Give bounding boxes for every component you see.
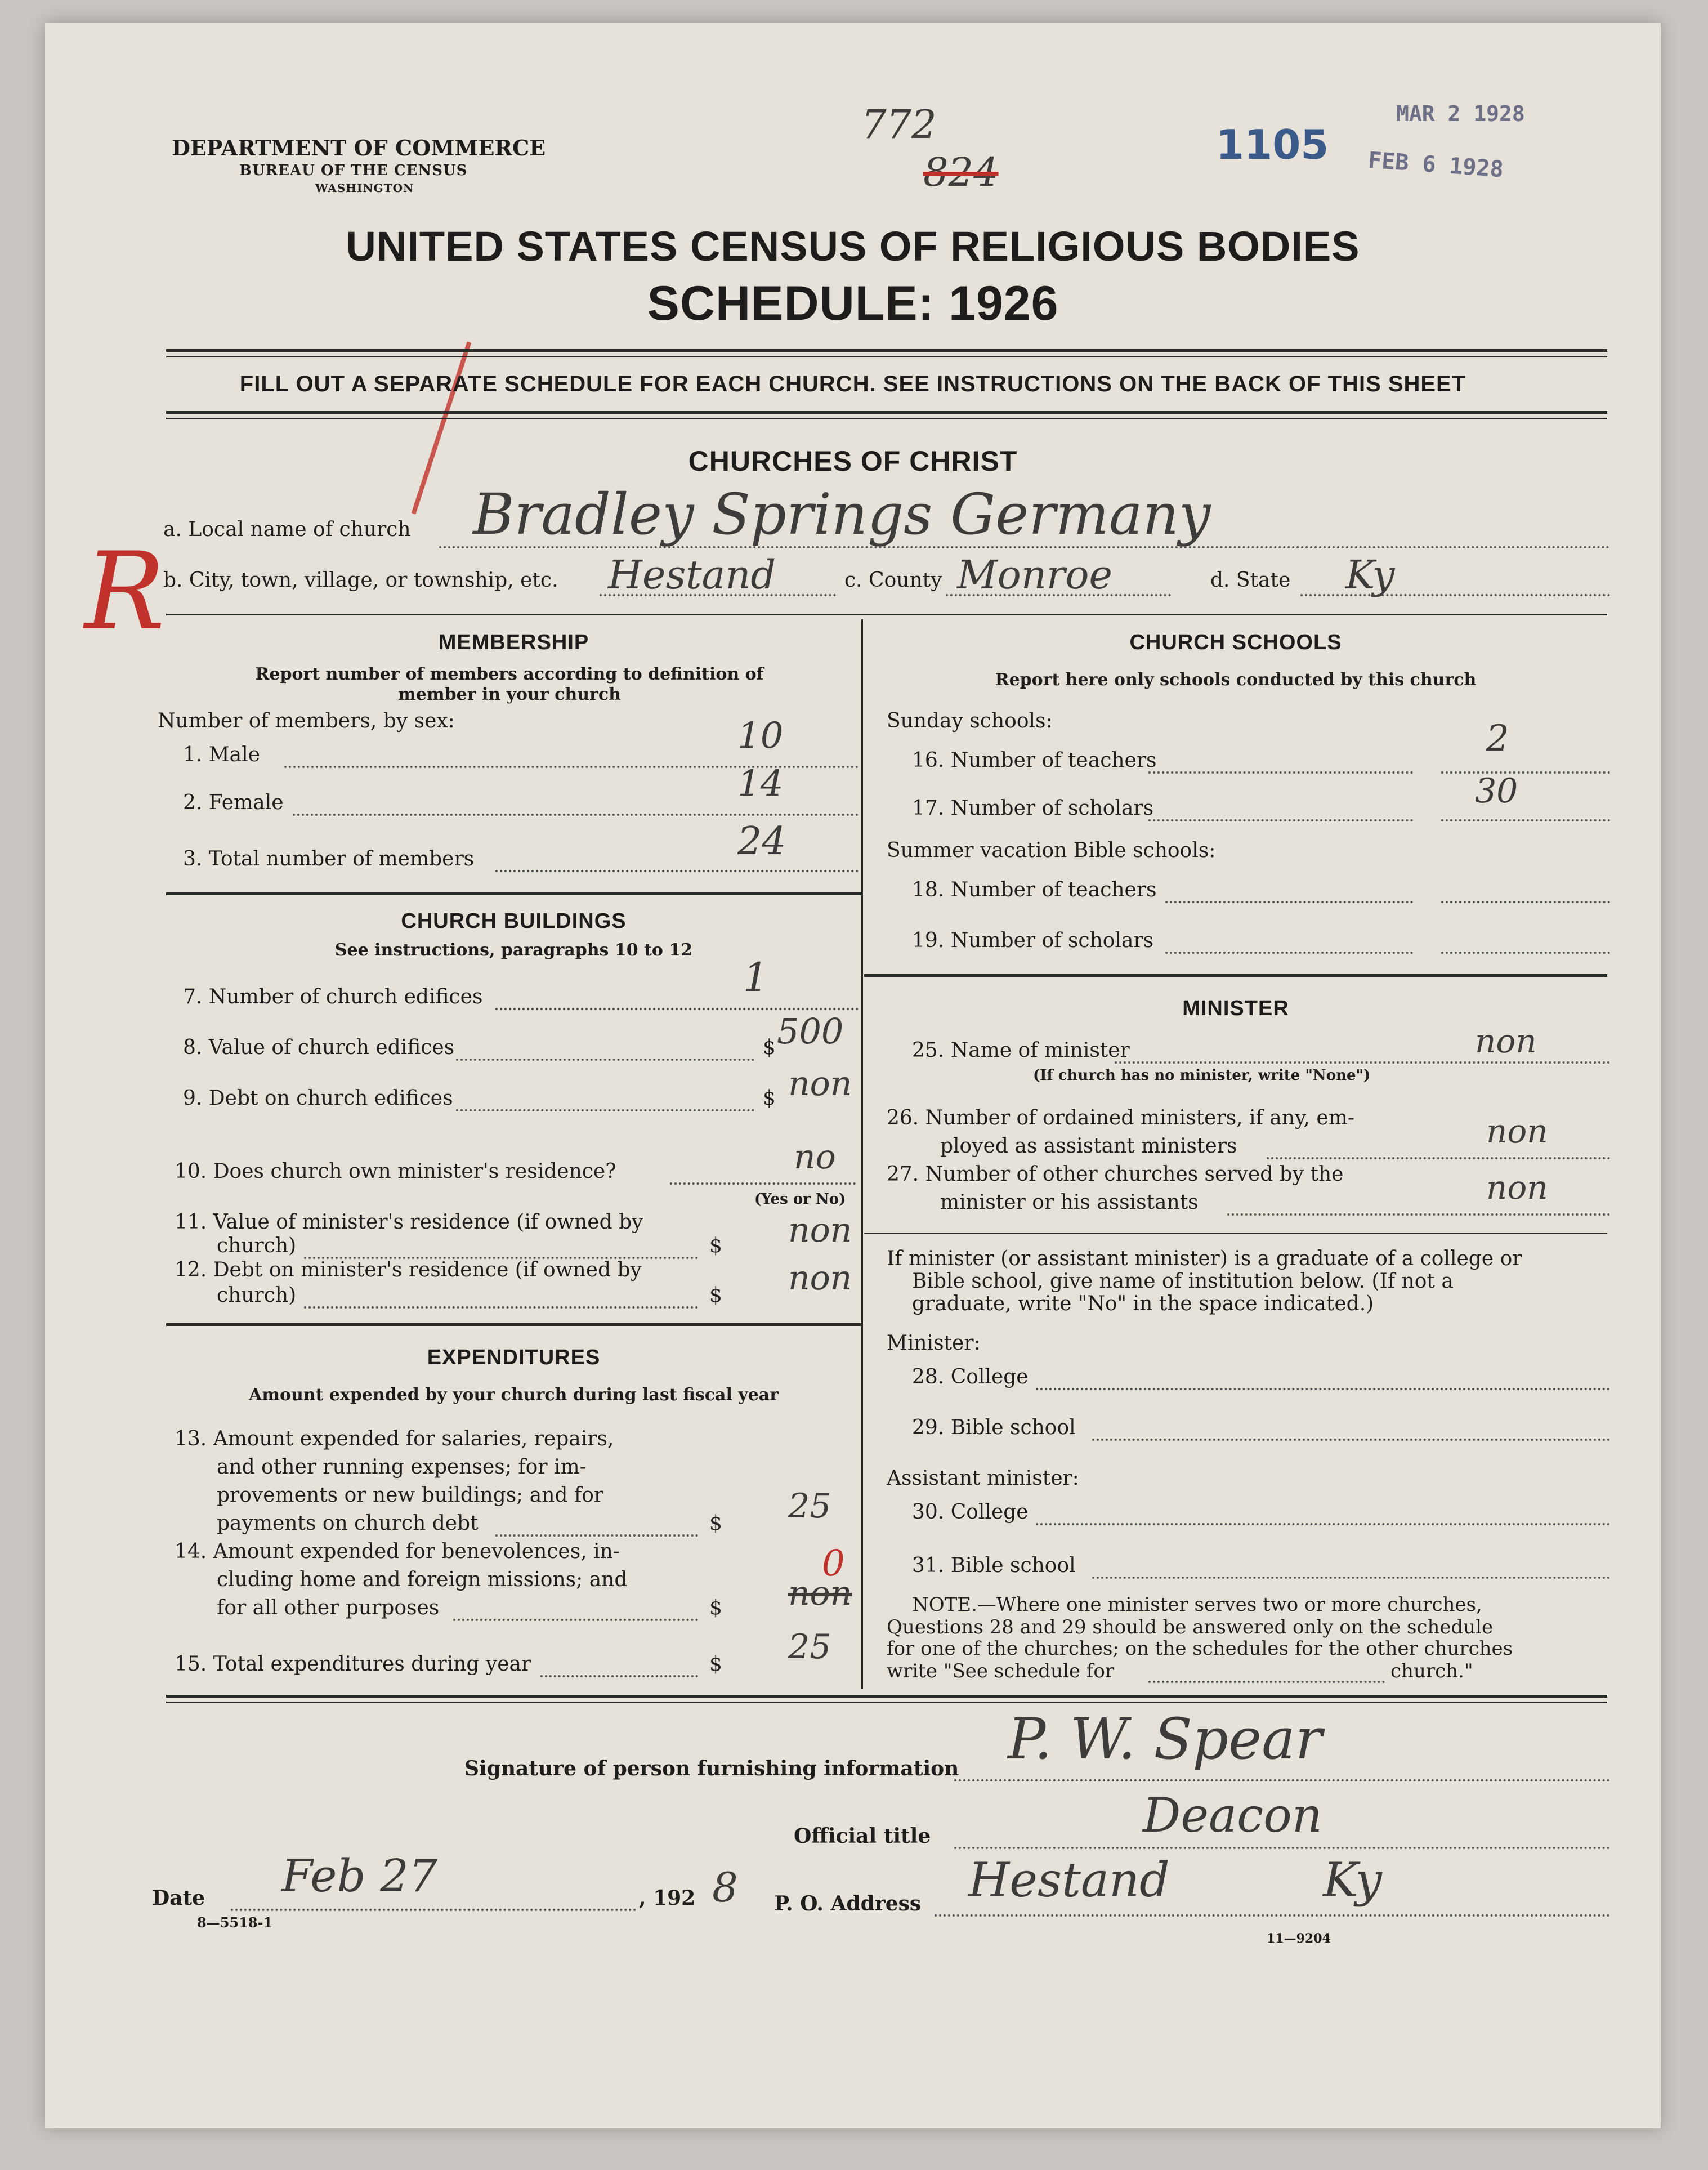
denomination-title: CHURCHES OF CHRIST: [688, 445, 1018, 477]
membership-rule: [166, 892, 861, 895]
minister-rule: [864, 1233, 1607, 1234]
city-label: b. City, town, village, or township, etc.: [163, 569, 558, 592]
total-members-value[interactable]: 24: [737, 819, 786, 864]
po-address-line: [935, 1914, 1610, 1917]
edifices-count-label: 7. Number of church edifices: [183, 985, 483, 1008]
schedule-title: SCHEDULE: 1926: [647, 276, 1059, 331]
minister-bible-school-label: 29. Bible school: [912, 1416, 1076, 1439]
official-title-label: Official title: [794, 1824, 931, 1848]
assistant-bible-school-label: 31. Bible school: [912, 1554, 1076, 1577]
minister-heading: MINISTER: [1182, 997, 1289, 1020]
date-line: [231, 1909, 636, 1911]
yes-no-hint: (Yes or No): [754, 1191, 846, 1208]
edifices-debt-value[interactable]: non: [788, 1064, 852, 1104]
edifices-count-value[interactable]: 1: [743, 954, 768, 1001]
body-bottom-rule-thin: [166, 1702, 1607, 1703]
total-expenditures-line: [540, 1675, 698, 1677]
edifices-value-line: [456, 1059, 754, 1061]
assistant-ministers-label: 26. Number of ordained ministers, if any, em-: [887, 1106, 1354, 1129]
running-expenses-dollar: $: [709, 1512, 722, 1535]
running-expenses-label-2: and other running expenses; for im-: [217, 1455, 587, 1479]
residence-debt-dollar: $: [709, 1284, 722, 1307]
edifices-count-line: [495, 1008, 859, 1010]
note-line4: write "See schedule for: [887, 1660, 1115, 1682]
signature-line: [954, 1779, 1610, 1781]
graduate-note-line3: graduate, write "No" in the space indicated.): [912, 1292, 1374, 1315]
schools-heading: CHURCH SCHOOLS: [1129, 631, 1342, 654]
struck-number: 824: [923, 149, 999, 195]
header-bottom-rule: [166, 614, 1607, 615]
state-label: d. State: [1210, 569, 1291, 592]
assistant-minister-label: Assistant minister:: [887, 1467, 1079, 1490]
year-digit[interactable]: 8: [712, 1864, 738, 1911]
county-value[interactable]: Monroe: [957, 552, 1112, 598]
total-members-label: 3. Total number of members: [183, 847, 475, 870]
assistant-college-line: [1036, 1523, 1610, 1525]
residence-value-dollar: $: [709, 1234, 722, 1257]
handwritten-number: 772: [861, 101, 937, 148]
assistant-ministers-line: [1267, 1157, 1610, 1159]
total-expenditures-value[interactable]: 25: [788, 1627, 831, 1667]
total-members-line: [495, 870, 859, 872]
edifices-debt-line: [456, 1109, 754, 1111]
summer-teachers-label: 18. Number of teachers: [912, 878, 1157, 901]
date-label: Date: [152, 1886, 205, 1910]
buildings-rule: [166, 1323, 861, 1326]
local-name-label: a. Local name of church: [163, 518, 411, 541]
filing-number: 1105: [1216, 121, 1329, 168]
title-rule: [166, 349, 1607, 352]
signature-value[interactable]: P. W. Spear: [1008, 1706, 1322, 1772]
residence-debt-label-2: church): [217, 1284, 297, 1307]
po-address-label: P. O. Address: [774, 1892, 922, 1916]
benevolences-label: 14. Amount expended for benevolences, in-: [175, 1540, 620, 1563]
note-line5: church.": [1390, 1660, 1473, 1682]
schools-rule: [864, 974, 1607, 977]
minister-sub-label: Minister:: [887, 1332, 981, 1355]
benevolences-value[interactable]: non: [788, 1574, 852, 1613]
county-label: c. County: [844, 569, 942, 592]
total-expenditures-label: 15. Total expenditures during year: [175, 1653, 531, 1676]
minister-name-value[interactable]: non: [1475, 1022, 1537, 1060]
sunday-schools-label: Sunday schools:: [887, 709, 1053, 733]
form-title: UNITED STATES CENSUS OF RELIGIOUS BODIES: [346, 223, 1360, 270]
owns-residence-value[interactable]: no: [794, 1137, 836, 1177]
benevolences-line: [453, 1619, 698, 1621]
note-line3: for one of the churches; on the schedules for the other churches: [887, 1637, 1513, 1660]
sunday-teachers-value[interactable]: 2: [1486, 718, 1509, 760]
signature-label: Signature of person furnishing information: [464, 1757, 959, 1780]
summer-scholars-label: 19. Number of scholars: [912, 929, 1154, 952]
male-value[interactable]: 10: [737, 715, 784, 757]
instruction-rule-thin: [166, 418, 1607, 419]
state-value[interactable]: Ky: [1345, 552, 1395, 598]
city-value[interactable]: Hestand: [608, 552, 776, 598]
city-name: WASHINGTON: [315, 181, 414, 195]
official-title-line: [954, 1847, 1610, 1849]
buildings-subheading: See instructions, paragraphs 10 to 12: [334, 940, 693, 960]
census-schedule-sheet: [45, 23, 1661, 2128]
red-check-stroke: [412, 342, 471, 515]
members-by-sex-label: Number of members, by sex:: [158, 709, 455, 733]
sunday-scholars-line: [1148, 819, 1413, 821]
instruction-banner: FILL OUT A SEPARATE SCHEDULE FOR EACH CHURCH. SEE INSTRUCTIONS ON THE BACK OF THIS SHEET: [239, 372, 1466, 396]
expenditures-subheading: Amount expended by your church during last fiscal year: [248, 1385, 779, 1405]
residence-debt-label: 12. Debt on minister's residence (if owned by: [175, 1258, 642, 1282]
summer-teachers-answer-line: [1441, 901, 1610, 903]
sunday-teachers-label: 16. Number of teachers: [912, 749, 1157, 772]
received-stamp-feb: FEB 6 1928: [1367, 147, 1505, 183]
sunday-scholars-value[interactable]: 30: [1475, 771, 1518, 811]
residence-value-label: 11. Value of minister's residence (if owned by: [175, 1211, 643, 1234]
note-line1: NOTE.—Where one minister serves two or more churches,: [912, 1593, 1482, 1616]
summer-scholars-line: [1165, 952, 1413, 954]
sunday-scholars-answer-line: [1441, 819, 1610, 821]
edifices-debt-dollar: $: [763, 1087, 776, 1110]
form-number: 8—5518-1: [197, 1914, 273, 1931]
graduate-note-line2: Bible school, give name of institution below. (If not a: [912, 1270, 1454, 1293]
running-expenses-value[interactable]: 25: [788, 1486, 831, 1526]
body-bottom-rule: [166, 1695, 1607, 1698]
membership-heading: MEMBERSHIP: [438, 631, 589, 654]
summer-schools-label: Summer vacation Bible schools:: [887, 839, 1216, 862]
residence-debt-line: [304, 1306, 698, 1309]
other-churches-value[interactable]: non: [1486, 1168, 1548, 1207]
male-label: 1. Male: [183, 743, 260, 766]
schools-subheading: Report here only schools conducted by this church: [995, 670, 1477, 690]
total-expenditures-dollar: $: [709, 1653, 722, 1676]
red-r-mark: R: [84, 529, 166, 654]
residence-value-label-2: church): [217, 1234, 297, 1257]
assistant-bible-school-line: [1092, 1577, 1610, 1579]
minister-name-line: [1115, 1061, 1610, 1064]
assistant-college-label: 30. College: [912, 1501, 1029, 1524]
residence-value-value[interactable]: non: [788, 1211, 852, 1250]
running-expenses-line: [495, 1534, 698, 1537]
date-value[interactable]: Feb 27: [281, 1850, 437, 1902]
other-churches-label-2: minister or his assistants: [940, 1191, 1199, 1214]
edifices-value-label: 8. Value of church edifices: [183, 1036, 455, 1059]
bureau-name: BUREAU OF THE CENSUS: [239, 162, 468, 179]
department-name: DEPARTMENT OF COMMERCE: [172, 135, 546, 160]
note-line2: Questions 28 and 29 should be answered only on the schedule: [887, 1616, 1494, 1638]
running-expenses-label-3: provements or new buildings; and for: [217, 1484, 604, 1507]
po-address-value[interactable]: Hestand: [968, 1852, 1170, 1908]
edifices-dollar: $: [763, 1036, 776, 1059]
no-minister-hint: (If church has no minister, write "None"): [1033, 1067, 1371, 1084]
buildings-heading: CHURCH BUILDINGS: [401, 909, 627, 933]
edifices-debt-label: 9. Debt on church edifices: [183, 1087, 453, 1110]
received-stamp-mar: MAR 2 1928: [1396, 101, 1525, 126]
running-expenses-label: 13. Amount expended for salaries, repairs,: [175, 1427, 614, 1450]
year-prefix: , 192: [639, 1886, 696, 1910]
minister-college-label: 28. College: [912, 1365, 1029, 1388]
local-name-value[interactable]: Bradley Springs Germany: [473, 481, 1211, 547]
po-address-state[interactable]: Ky: [1323, 1852, 1382, 1908]
benevolences-label-2: cluding home and foreign missions; and: [217, 1568, 628, 1591]
other-churches-label: 27. Number of other churches served by the: [887, 1163, 1344, 1186]
minister-bible-school-line: [1092, 1439, 1610, 1441]
female-value[interactable]: 14: [737, 763, 784, 805]
form-code: 11—9204: [1267, 1931, 1331, 1946]
benevolences-label-3: for all other purposes: [217, 1596, 440, 1619]
sunday-scholars-label: 17. Number of scholars: [912, 797, 1154, 820]
expenditures-heading: EXPENDITURES: [427, 1346, 601, 1369]
owns-residence-label: 10. Does church own minister's residence?: [175, 1160, 616, 1183]
sunday-teachers-answer-line: [1441, 771, 1610, 774]
graduate-note-line1: If minister (or assistant minister) is a graduate of a college or: [887, 1247, 1522, 1270]
summer-scholars-answer-line: [1441, 952, 1610, 954]
female-line: [293, 814, 859, 816]
minister-college-line: [1036, 1388, 1610, 1390]
column-divider: [861, 619, 863, 1689]
see-schedule-line: [1148, 1681, 1385, 1683]
membership-subheading: Report number of members according to definition of member in your church: [255, 664, 764, 704]
official-title-value[interactable]: Deacon: [1143, 1788, 1322, 1843]
running-expenses-label-4: payments on church debt: [217, 1512, 479, 1535]
sunday-teachers-line: [1148, 771, 1413, 774]
instruction-rule: [166, 411, 1607, 414]
benevolences-dollar: $: [709, 1596, 722, 1619]
benevolences-red-zero: 0: [822, 1543, 845, 1584]
minister-name-label: 25. Name of minister: [912, 1039, 1130, 1062]
summer-teachers-line: [1165, 901, 1413, 903]
assistant-ministers-label-2: ployed as assistant ministers: [940, 1135, 1237, 1158]
female-label: 2. Female: [183, 791, 284, 814]
title-rule-thin: [166, 356, 1607, 357]
assistant-ministers-value[interactable]: non: [1486, 1112, 1548, 1150]
owns-residence-line: [670, 1182, 856, 1185]
edifices-value-value[interactable]: 500: [777, 1011, 844, 1052]
other-churches-line: [1227, 1213, 1610, 1216]
residence-debt-value[interactable]: non: [788, 1258, 852, 1298]
